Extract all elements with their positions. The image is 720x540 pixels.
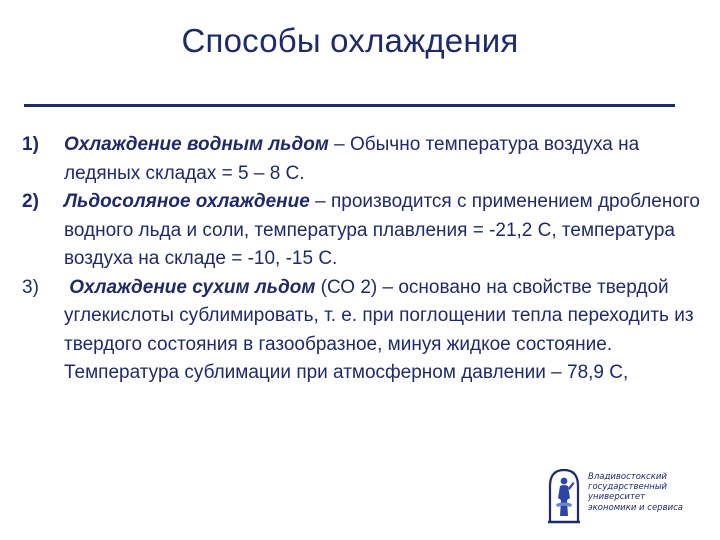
- university-emblem-icon: [546, 466, 582, 524]
- slide-title: Способы охлаждения: [181, 22, 519, 59]
- item-number: 2): [22, 191, 39, 212]
- logo-text-line: университет: [588, 492, 646, 503]
- university-logo: [546, 466, 708, 526]
- title-divider: [24, 104, 675, 107]
- logo-text-line: экономики и сервиса: [588, 502, 683, 513]
- item-text: – Обычно температура воздуха на ледяных складах = 5 – 8 С.: [64, 134, 640, 184]
- list-item-3: [22, 274, 702, 388]
- logo-text-line: Владивостокский: [588, 472, 667, 482]
- item-term: Охлаждение водным льдом: [64, 134, 329, 155]
- list-item-2: [22, 188, 702, 274]
- list-item-1: [22, 131, 702, 188]
- item-number: 3): [22, 276, 39, 298]
- item-term: Охлаждение сухим льдом: [69, 276, 316, 298]
- content-list: [22, 131, 702, 388]
- item-text: – производится с применением дробленого водного льда и соли, температура плавления = -21,2 С, температура воздуха на складе = -10, -15 С.: [64, 191, 700, 269]
- item-text: (СО 2) – основано на свойстве твердой углекислоты сублимировать, т. е. при поглощении тепла переходить из твердого состояния в газообразное, минуя жидкое состояние. Температура сублимации при атмосферном давлении – 78,9 С,: [64, 276, 694, 383]
- item-term: Льдосоляное охлаждение: [64, 191, 310, 212]
- item-number: 1): [22, 134, 39, 155]
- university-name: [588, 472, 708, 513]
- logo-text-line: государственный: [588, 482, 668, 493]
